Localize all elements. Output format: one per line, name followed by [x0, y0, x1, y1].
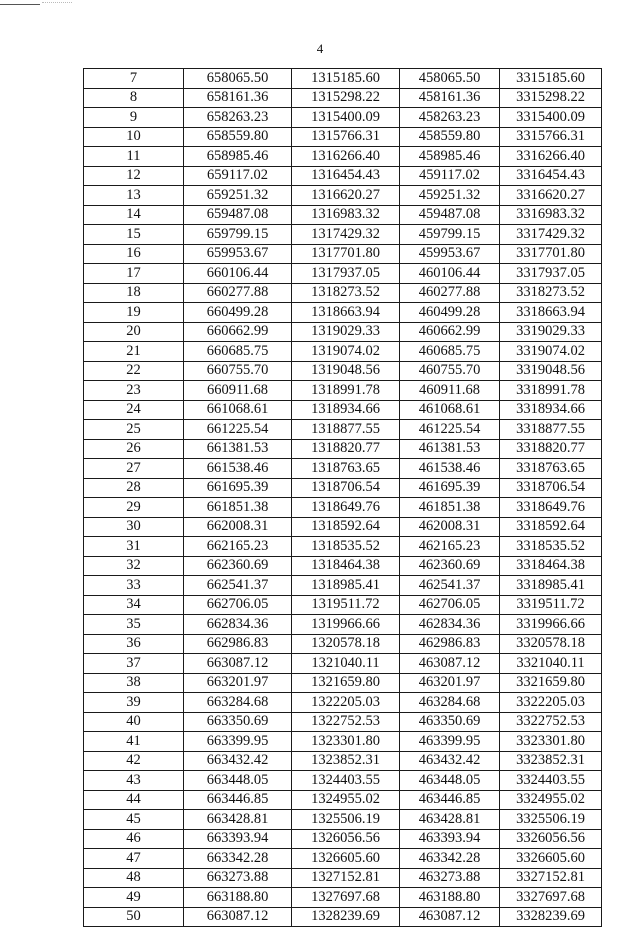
table-row — [84, 478, 602, 498]
x1-cell: 663399.95 — [184, 732, 292, 752]
y2-cell: 3318464.38 — [500, 556, 602, 576]
x2-cell: 463284.68 — [400, 693, 500, 713]
x2-cell: 461695.39 — [400, 478, 500, 498]
page-number: 4 — [316, 41, 324, 56]
x2-cell: 458559.80 — [400, 127, 500, 147]
x1-cell: 660685.75 — [184, 342, 292, 362]
x1-cell: 662165.23 — [184, 537, 292, 557]
x2-cell: 462541.37 — [400, 576, 500, 596]
point-number-cell: 30 — [84, 517, 184, 537]
y1-cell: 1318649.76 — [292, 498, 400, 518]
y1-cell: 1316266.40 — [292, 147, 400, 167]
table-row — [84, 595, 602, 615]
y2-cell: 3317429.32 — [500, 225, 602, 245]
table-row — [84, 712, 602, 732]
coordinates-table — [83, 68, 602, 927]
table-row — [84, 498, 602, 518]
point-number-cell: 11 — [84, 147, 184, 167]
y1-cell: 1321040.11 — [292, 654, 400, 674]
y2-cell: 3315185.60 — [500, 69, 602, 89]
y1-cell: 1324955.02 — [292, 790, 400, 810]
y2-cell: 3323301.80 — [500, 732, 602, 752]
table-row — [84, 673, 602, 693]
scan-edge-dots — [42, 2, 72, 3]
x1-cell: 662541.37 — [184, 576, 292, 596]
y2-cell: 3318877.55 — [500, 420, 602, 440]
point-number-cell: 50 — [84, 907, 184, 927]
point-number-cell: 34 — [84, 595, 184, 615]
x1-cell: 659953.67 — [184, 244, 292, 264]
y2-cell: 3318592.64 — [500, 517, 602, 537]
y1-cell: 1318273.52 — [292, 283, 400, 303]
point-number-cell: 10 — [84, 127, 184, 147]
x1-cell: 663432.42 — [184, 751, 292, 771]
y1-cell: 1317937.05 — [292, 264, 400, 284]
x2-cell: 463201.97 — [400, 673, 500, 693]
table-row — [84, 888, 602, 908]
x1-cell: 661851.38 — [184, 498, 292, 518]
x2-cell: 461381.53 — [400, 439, 500, 459]
y2-cell: 3322205.03 — [500, 693, 602, 713]
x2-cell: 463393.94 — [400, 829, 500, 849]
y2-cell: 3319511.72 — [500, 595, 602, 615]
x2-cell: 460662.99 — [400, 322, 500, 342]
x2-cell: 461538.46 — [400, 459, 500, 479]
coordinates-table-body — [84, 69, 602, 927]
point-number-cell: 49 — [84, 888, 184, 908]
y2-cell: 3318706.54 — [500, 478, 602, 498]
x2-cell: 461851.38 — [400, 498, 500, 518]
x1-cell: 660755.70 — [184, 361, 292, 381]
y1-cell: 1317701.80 — [292, 244, 400, 264]
point-number-cell: 12 — [84, 166, 184, 186]
point-number-cell: 21 — [84, 342, 184, 362]
x2-cell: 463342.28 — [400, 849, 500, 869]
x1-cell: 662008.31 — [184, 517, 292, 537]
x1-cell: 658559.80 — [184, 127, 292, 147]
point-number-cell: 26 — [84, 439, 184, 459]
y2-cell: 3318934.66 — [500, 400, 602, 420]
y2-cell: 3320578.18 — [500, 634, 602, 654]
x1-cell: 663284.68 — [184, 693, 292, 713]
y2-cell: 3318991.78 — [500, 381, 602, 401]
y1-cell: 1325506.19 — [292, 810, 400, 830]
y2-cell: 3324955.02 — [500, 790, 602, 810]
y1-cell: 1320578.18 — [292, 634, 400, 654]
table-row — [84, 225, 602, 245]
y1-cell: 1315185.60 — [292, 69, 400, 89]
x2-cell: 463446.85 — [400, 790, 500, 810]
x2-cell: 463350.69 — [400, 712, 500, 732]
y1-cell: 1317429.32 — [292, 225, 400, 245]
x2-cell: 463432.42 — [400, 751, 500, 771]
x2-cell: 463188.80 — [400, 888, 500, 908]
table-row — [84, 537, 602, 557]
table-row — [84, 283, 602, 303]
table-row — [84, 108, 602, 128]
table-row — [84, 459, 602, 479]
point-number-cell: 48 — [84, 868, 184, 888]
y1-cell: 1318464.38 — [292, 556, 400, 576]
point-number-cell: 46 — [84, 829, 184, 849]
point-number-cell: 14 — [84, 205, 184, 225]
y1-cell: 1323852.31 — [292, 751, 400, 771]
y2-cell: 3321040.11 — [500, 654, 602, 674]
x2-cell: 459251.32 — [400, 186, 500, 206]
x1-cell: 661381.53 — [184, 439, 292, 459]
table-row — [84, 88, 602, 108]
x1-cell: 663342.28 — [184, 849, 292, 869]
y1-cell: 1319511.72 — [292, 595, 400, 615]
table-row — [84, 751, 602, 771]
point-number-cell: 42 — [84, 751, 184, 771]
y2-cell: 3317701.80 — [500, 244, 602, 264]
x2-cell: 463087.12 — [400, 907, 500, 927]
table-row — [84, 147, 602, 167]
y1-cell: 1316620.27 — [292, 186, 400, 206]
x2-cell: 459953.67 — [400, 244, 500, 264]
y1-cell: 1319048.56 — [292, 361, 400, 381]
y2-cell: 3318763.65 — [500, 459, 602, 479]
x1-cell: 662360.69 — [184, 556, 292, 576]
table-row — [84, 576, 602, 596]
point-number-cell: 36 — [84, 634, 184, 654]
point-number-cell: 25 — [84, 420, 184, 440]
point-number-cell: 8 — [84, 88, 184, 108]
x1-cell: 663273.88 — [184, 868, 292, 888]
table-row — [84, 439, 602, 459]
x2-cell: 459799.15 — [400, 225, 500, 245]
y1-cell: 1318592.64 — [292, 517, 400, 537]
table-row — [84, 186, 602, 206]
y2-cell: 3316620.27 — [500, 186, 602, 206]
x1-cell: 662834.36 — [184, 615, 292, 635]
y1-cell: 1327152.81 — [292, 868, 400, 888]
table-row — [84, 849, 602, 869]
x2-cell: 462008.31 — [400, 517, 500, 537]
point-number-cell: 33 — [84, 576, 184, 596]
table-row — [84, 829, 602, 849]
y2-cell: 3316266.40 — [500, 147, 602, 167]
x2-cell: 460755.70 — [400, 361, 500, 381]
x1-cell: 658065.50 — [184, 69, 292, 89]
point-number-cell: 37 — [84, 654, 184, 674]
table-row — [84, 615, 602, 635]
point-number-cell: 23 — [84, 381, 184, 401]
y2-cell: 3327152.81 — [500, 868, 602, 888]
x1-cell: 663446.85 — [184, 790, 292, 810]
x2-cell: 463273.88 — [400, 868, 500, 888]
x2-cell: 458065.50 — [400, 69, 500, 89]
x2-cell: 458161.36 — [400, 88, 500, 108]
table-row — [84, 69, 602, 89]
point-number-cell: 40 — [84, 712, 184, 732]
point-number-cell: 24 — [84, 400, 184, 420]
point-number-cell: 20 — [84, 322, 184, 342]
scan-edge-mark — [0, 4, 40, 5]
y2-cell: 3318535.52 — [500, 537, 602, 557]
x2-cell: 461225.54 — [400, 420, 500, 440]
x2-cell: 462834.36 — [400, 615, 500, 635]
y2-cell: 3327697.68 — [500, 888, 602, 908]
x1-cell: 663201.97 — [184, 673, 292, 693]
point-number-cell: 19 — [84, 303, 184, 323]
x1-cell: 663428.81 — [184, 810, 292, 830]
y1-cell: 1324403.55 — [292, 771, 400, 791]
x2-cell: 463428.81 — [400, 810, 500, 830]
table-row — [84, 790, 602, 810]
y1-cell: 1319074.02 — [292, 342, 400, 362]
point-number-cell: 44 — [84, 790, 184, 810]
y2-cell: 3324403.55 — [500, 771, 602, 791]
table-row — [84, 264, 602, 284]
table-row — [84, 166, 602, 186]
y1-cell: 1328239.69 — [292, 907, 400, 927]
x1-cell: 660662.99 — [184, 322, 292, 342]
y1-cell: 1327697.68 — [292, 888, 400, 908]
x2-cell: 458985.46 — [400, 147, 500, 167]
table-row — [84, 400, 602, 420]
x1-cell: 661538.46 — [184, 459, 292, 479]
point-number-cell: 18 — [84, 283, 184, 303]
y2-cell: 3321659.80 — [500, 673, 602, 693]
table-row — [84, 693, 602, 713]
x1-cell: 663350.69 — [184, 712, 292, 732]
x1-cell: 663188.80 — [184, 888, 292, 908]
point-number-cell: 7 — [84, 69, 184, 89]
x2-cell: 459117.02 — [400, 166, 500, 186]
y1-cell: 1322205.03 — [292, 693, 400, 713]
y2-cell: 3319966.66 — [500, 615, 602, 635]
x2-cell: 462165.23 — [400, 537, 500, 557]
point-number-cell: 38 — [84, 673, 184, 693]
point-number-cell: 41 — [84, 732, 184, 752]
x1-cell: 660911.68 — [184, 381, 292, 401]
y1-cell: 1323301.80 — [292, 732, 400, 752]
point-number-cell: 17 — [84, 264, 184, 284]
point-number-cell: 22 — [84, 361, 184, 381]
x2-cell: 460911.68 — [400, 381, 500, 401]
point-number-cell: 28 — [84, 478, 184, 498]
table-row — [84, 556, 602, 576]
y2-cell: 3316454.43 — [500, 166, 602, 186]
y1-cell: 1318820.77 — [292, 439, 400, 459]
x1-cell: 663448.05 — [184, 771, 292, 791]
x1-cell: 661695.39 — [184, 478, 292, 498]
table-row — [84, 420, 602, 440]
x2-cell: 463448.05 — [400, 771, 500, 791]
y1-cell: 1318877.55 — [292, 420, 400, 440]
x1-cell: 659117.02 — [184, 166, 292, 186]
x1-cell: 658263.23 — [184, 108, 292, 128]
y1-cell: 1322752.53 — [292, 712, 400, 732]
point-number-cell: 45 — [84, 810, 184, 830]
y1-cell: 1316454.43 — [292, 166, 400, 186]
table-row — [84, 205, 602, 225]
x2-cell: 460499.28 — [400, 303, 500, 323]
x2-cell: 460106.44 — [400, 264, 500, 284]
table-row — [84, 342, 602, 362]
x2-cell: 459487.08 — [400, 205, 500, 225]
point-number-cell: 32 — [84, 556, 184, 576]
point-number-cell: 9 — [84, 108, 184, 128]
x1-cell: 659487.08 — [184, 205, 292, 225]
table-row — [84, 654, 602, 674]
x2-cell: 460277.88 — [400, 283, 500, 303]
x2-cell: 463087.12 — [400, 654, 500, 674]
x1-cell: 660499.28 — [184, 303, 292, 323]
y2-cell: 3319074.02 — [500, 342, 602, 362]
table-row — [84, 322, 602, 342]
table-row — [84, 361, 602, 381]
y2-cell: 3328239.69 — [500, 907, 602, 927]
table-row — [84, 868, 602, 888]
x1-cell: 660277.88 — [184, 283, 292, 303]
point-number-cell: 13 — [84, 186, 184, 206]
x2-cell: 460685.75 — [400, 342, 500, 362]
y1-cell: 1326605.60 — [292, 849, 400, 869]
y1-cell: 1318934.66 — [292, 400, 400, 420]
y1-cell: 1318535.52 — [292, 537, 400, 557]
x2-cell: 462706.05 — [400, 595, 500, 615]
x1-cell: 662706.05 — [184, 595, 292, 615]
table-row — [84, 810, 602, 830]
y1-cell: 1326056.56 — [292, 829, 400, 849]
point-number-cell: 35 — [84, 615, 184, 635]
y2-cell: 3326605.60 — [500, 849, 602, 869]
x1-cell: 662986.83 — [184, 634, 292, 654]
y1-cell: 1316983.32 — [292, 205, 400, 225]
y2-cell: 3319029.33 — [500, 322, 602, 342]
y2-cell: 3322752.53 — [500, 712, 602, 732]
y2-cell: 3316983.32 — [500, 205, 602, 225]
table-row — [84, 907, 602, 927]
x1-cell: 661068.61 — [184, 400, 292, 420]
point-number-cell: 39 — [84, 693, 184, 713]
y1-cell: 1315400.09 — [292, 108, 400, 128]
table-row — [84, 771, 602, 791]
y2-cell: 3326056.56 — [500, 829, 602, 849]
y2-cell: 3315766.31 — [500, 127, 602, 147]
y1-cell: 1318763.65 — [292, 459, 400, 479]
point-number-cell: 27 — [84, 459, 184, 479]
y2-cell: 3323852.31 — [500, 751, 602, 771]
x1-cell: 659251.32 — [184, 186, 292, 206]
y1-cell: 1318991.78 — [292, 381, 400, 401]
y1-cell: 1315298.22 — [292, 88, 400, 108]
y1-cell: 1319029.33 — [292, 322, 400, 342]
table-row — [84, 303, 602, 323]
x1-cell: 663393.94 — [184, 829, 292, 849]
x2-cell: 461068.61 — [400, 400, 500, 420]
y2-cell: 3315400.09 — [500, 108, 602, 128]
y1-cell: 1318985.41 — [292, 576, 400, 596]
x2-cell: 463399.95 — [400, 732, 500, 752]
y2-cell: 3315298.22 — [500, 88, 602, 108]
x1-cell: 663087.12 — [184, 654, 292, 674]
y1-cell: 1321659.80 — [292, 673, 400, 693]
y2-cell: 3318663.94 — [500, 303, 602, 323]
y1-cell: 1318706.54 — [292, 478, 400, 498]
x1-cell: 660106.44 — [184, 264, 292, 284]
y2-cell: 3318649.76 — [500, 498, 602, 518]
y1-cell: 1319966.66 — [292, 615, 400, 635]
table-row — [84, 732, 602, 752]
y2-cell: 3325506.19 — [500, 810, 602, 830]
x1-cell: 658161.36 — [184, 88, 292, 108]
y2-cell: 3317937.05 — [500, 264, 602, 284]
x2-cell: 462986.83 — [400, 634, 500, 654]
x1-cell: 663087.12 — [184, 907, 292, 927]
point-number-cell: 31 — [84, 537, 184, 557]
y1-cell: 1315766.31 — [292, 127, 400, 147]
table-row — [84, 517, 602, 537]
table-row — [84, 634, 602, 654]
point-number-cell: 47 — [84, 849, 184, 869]
x2-cell: 458263.23 — [400, 108, 500, 128]
x1-cell: 658985.46 — [184, 147, 292, 167]
point-number-cell: 15 — [84, 225, 184, 245]
x1-cell: 661225.54 — [184, 420, 292, 440]
point-number-cell: 43 — [84, 771, 184, 791]
table-row — [84, 127, 602, 147]
x1-cell: 659799.15 — [184, 225, 292, 245]
table-row — [84, 381, 602, 401]
y2-cell: 3318985.41 — [500, 576, 602, 596]
point-number-cell: 29 — [84, 498, 184, 518]
y2-cell: 3318820.77 — [500, 439, 602, 459]
y2-cell: 3318273.52 — [500, 283, 602, 303]
table-row — [84, 244, 602, 264]
y1-cell: 1318663.94 — [292, 303, 400, 323]
point-number-cell: 16 — [84, 244, 184, 264]
y2-cell: 3319048.56 — [500, 361, 602, 381]
x2-cell: 462360.69 — [400, 556, 500, 576]
